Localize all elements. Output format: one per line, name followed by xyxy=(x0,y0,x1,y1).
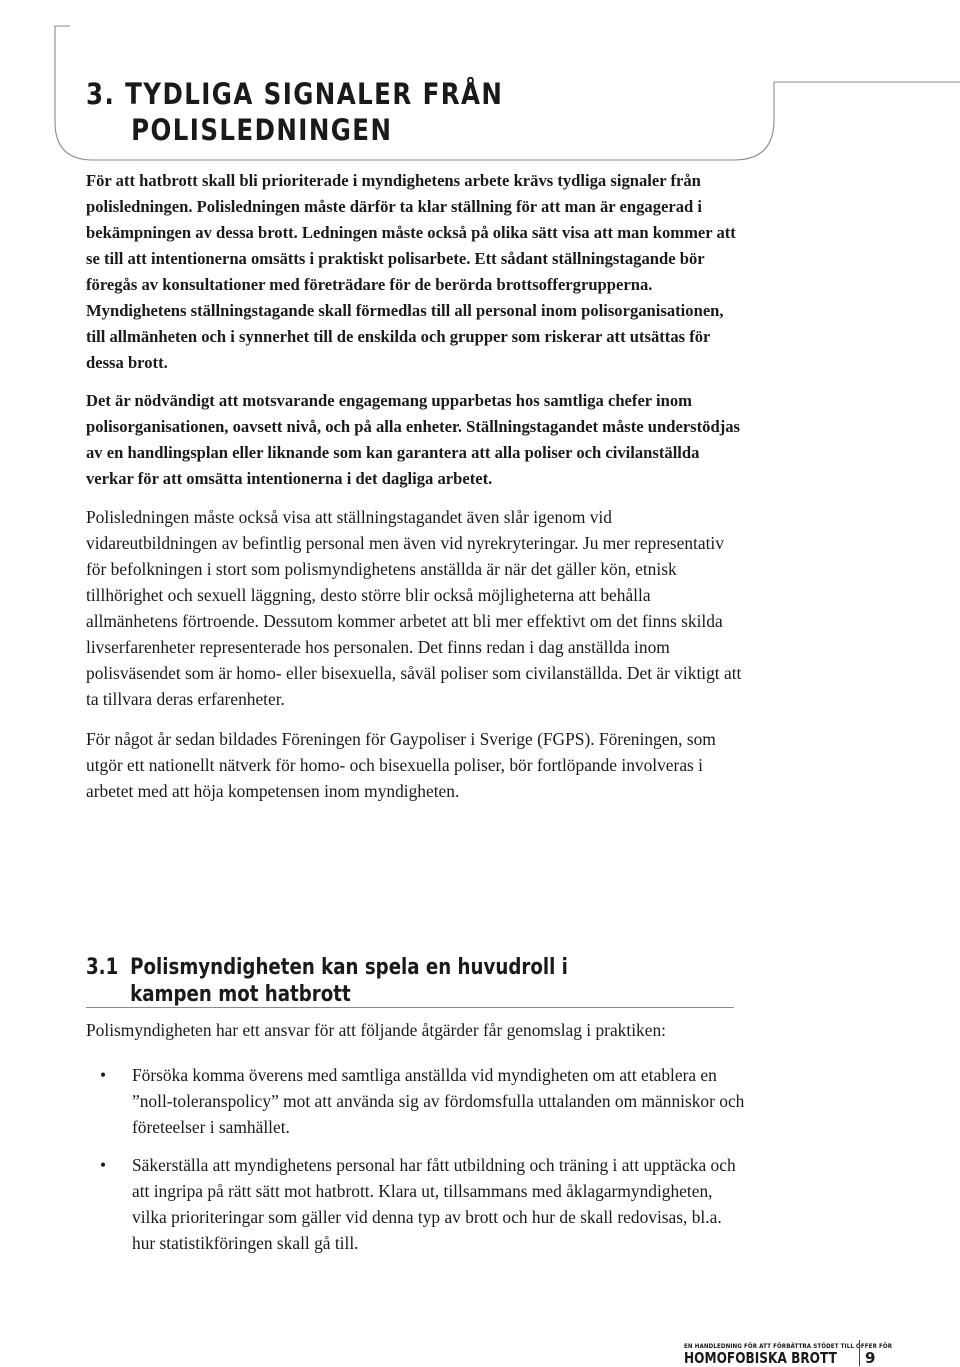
chapter-title xyxy=(86,76,503,148)
page-number: 9 xyxy=(865,1349,876,1367)
footer-title: HOMOFOBISKA BROTT xyxy=(684,1349,837,1367)
section-intro: Polismyndigheten har ett ansvar för att följande åtgärder får genomslag i praktiken: xyxy=(86,1020,666,1040)
paragraph-4: För något år sedan bildades Föreningen för Gaypoliser i Sverige (FGPS). Föreningen, som utgör ett nationellt nätverk för homo- och bisexuella poliser, bör fortlöpande involveras i arbetet med att höja kompetensen inom myndigheten. xyxy=(86,729,716,801)
list-item-text: Försöka komma överens med samtliga anställda vid myndigheten om att etablera en ”noll-toleranspolicy” mot att använda sig av fördomsfulla uttalanden om människor och företeelser i samhället. xyxy=(132,1065,745,1137)
bullet-icon: • xyxy=(100,1155,107,1175)
bold-paragraph-2: Det är nödvändigt att motsvarande engagemang upparbetas hos samtliga chefer inom polisorganisationen, oavsett nivå, och på alla enheter. Ställningstagandet måste understödjas av en handlingsplan eller liknande som kan garantera att alla poliser och civilanställda verkar för att omsätta intentionerna i det dagliga arbetet. xyxy=(86,391,740,488)
section-heading xyxy=(86,954,568,1008)
bullet-icon: • xyxy=(100,1065,107,1085)
chapter-title-line-2: POLISLEDNINGEN xyxy=(131,113,393,147)
paragraph-3: Polisledningen måste också visa att ställningstagandet även slår igenom vid vidareutbildningen av befintlig personal men även vid nyrekryteringar. Ju mer representativ för befolkningen i stort som polismyndighetens anställda är när det gäller kön, etnisk tillhörighet och sexuell läggning, desto större blir också möjligheterna att behålla allmänhetens förtroende. Dessutom kommer arbetet att bli mer effektivt om det finns skilda livserfarenheter representerade hos personalen. Det finns redan i dag anställda inom polisväsendet som är homo- eller bisexuella, såväl poliser som civilanställda. Det är viktigt att ta tillvara deras erfarenheter. xyxy=(86,507,742,709)
list-item xyxy=(86,1152,746,1256)
section-title-line-2: kampen mot hatbrott xyxy=(130,982,351,1007)
section-divider xyxy=(86,1007,734,1008)
body-text xyxy=(86,168,746,804)
section-number: 3.1 xyxy=(86,955,119,980)
chapter-title-line-1: 3. TYDLIGA SIGNALER FRÅN xyxy=(86,77,504,111)
section-title-line-1: Polismyndigheten kan spela en huvudroll i xyxy=(130,955,568,980)
bullet-list xyxy=(86,1062,746,1268)
footer-divider xyxy=(859,1340,860,1366)
footer-tagline: EN HANDLEDNING FÖR ATT FÖRBÄTTRA STÖDET TILL OFFER FÖR xyxy=(684,1343,893,1350)
list-item-text: Säkerställa att myndighetens personal har fått utbildning och träning i att upptäcka och att ingripa på rätt sätt mot hatbrott. Klara ut, tillsammans med åklagarmyndigheten, vilka prioriteringar som gäller vid denna typ av brott och hur de skall redovisas, bl.a. hur statistikföringen skall gå till. xyxy=(132,1155,736,1253)
list-item xyxy=(86,1062,746,1140)
bold-paragraph-1: För att hatbrott skall bli prioriterade i myndighetens arbete krävs tydliga signaler från polisledningen. Polisledningen måste därför ta klar ställning för att man är engagerad i bekämpningen av dessa brott. Ledningen måste också på olika sätt visa att man kommer att se till att intentionerna omsätts i praktiskt polisarbete. Ett sådant ställningstagande bör föregås av konsultationer med företrädare för de berörda brottsoffergrupperna. Myndighetens ställningstagande skall förmedlas till all personal inom polisorganisationen, till allmänheten och i synnerhet till de enskilda och grupper som riskerar att utsättas för dessa brott. xyxy=(86,171,736,372)
